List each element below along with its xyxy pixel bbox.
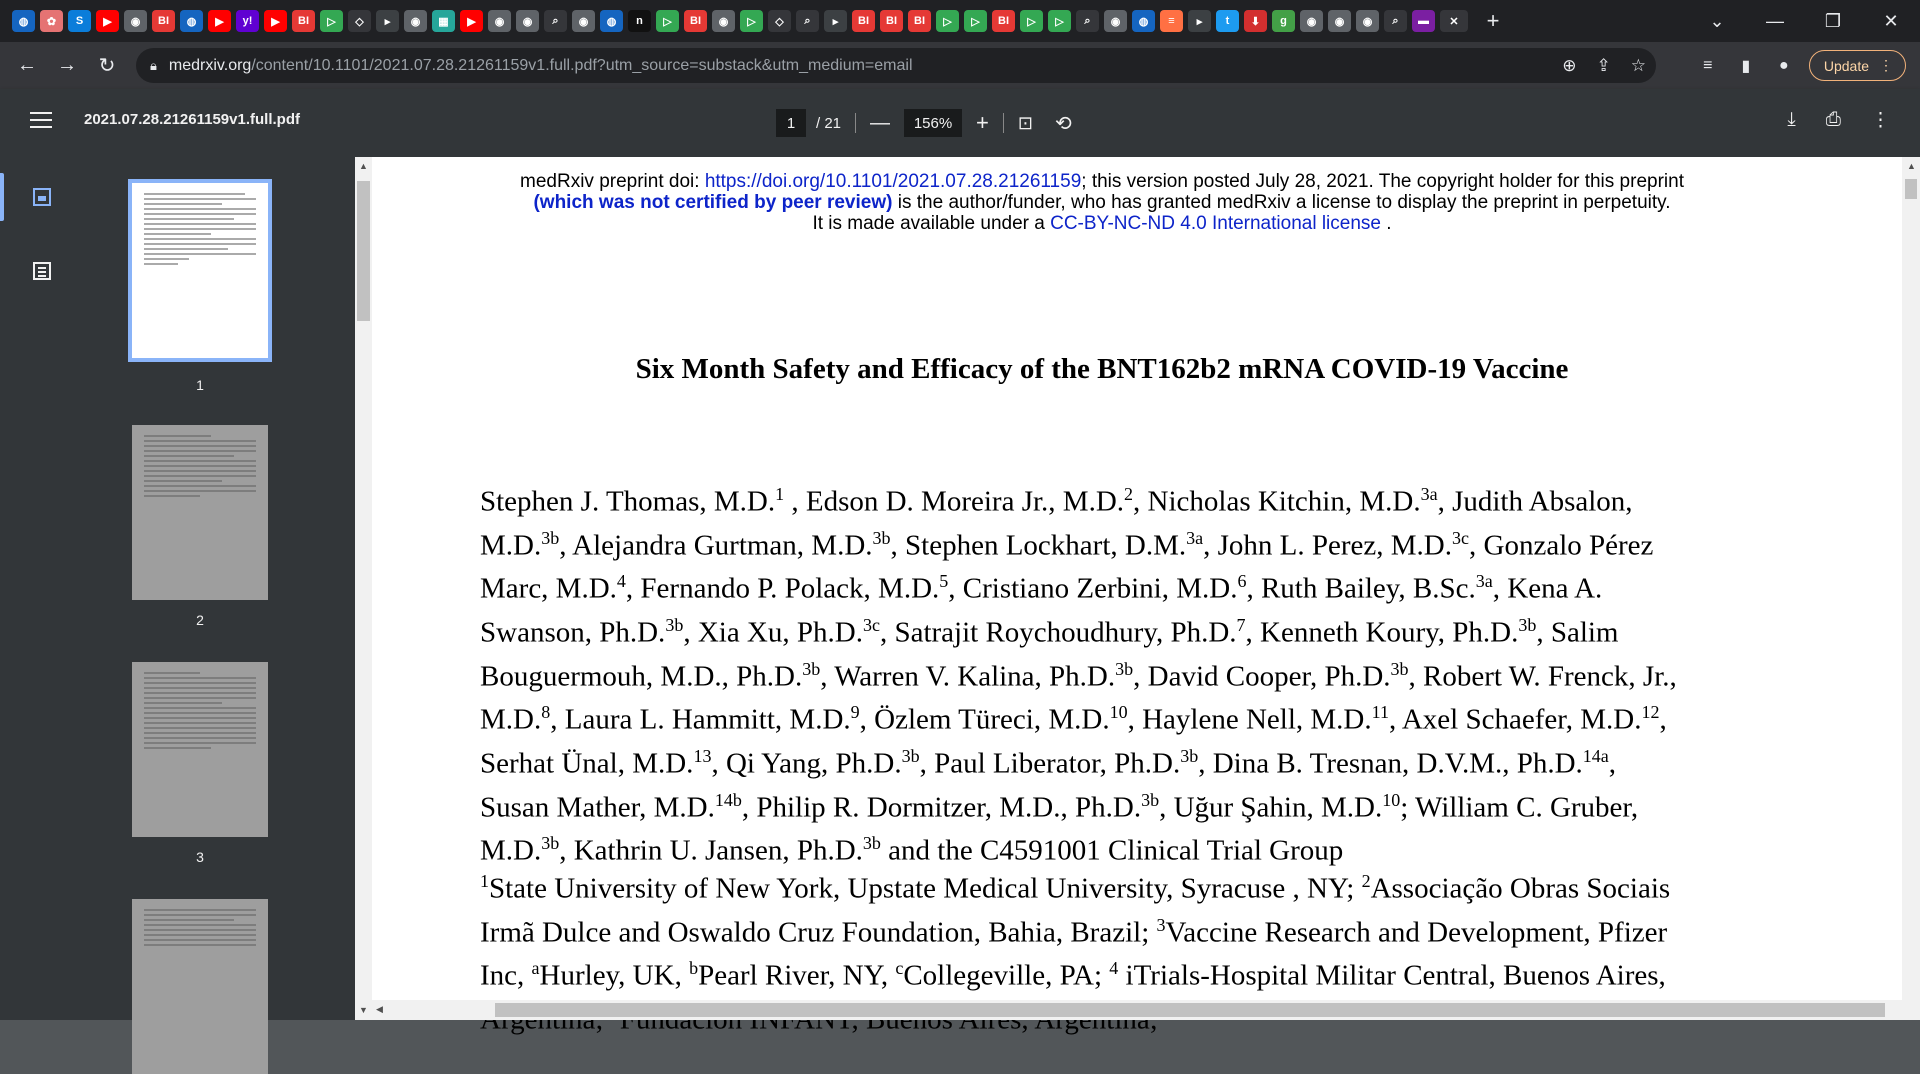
author-affiliation-marker: 14a bbox=[1582, 745, 1609, 766]
lock-icon: 🔒︎ bbox=[150, 57, 157, 73]
affiliation-marker: 4 bbox=[1109, 958, 1119, 979]
author-affiliation-marker: 2 bbox=[1124, 484, 1134, 504]
affiliation-marker: a bbox=[531, 958, 540, 979]
author-affiliation-marker: 3b bbox=[862, 833, 881, 854]
author-name: , Dina B. Tresnan, D.V.M., Ph.D. bbox=[1198, 747, 1583, 780]
affiliation-text: iTrials-Hospital Militar Central, Buenos Aires, bbox=[1125, 959, 1666, 992]
author-affiliation-marker: 3b bbox=[1518, 614, 1537, 635]
author-name: and the C4591001 Clinical Trial Group bbox=[880, 834, 1344, 867]
chromium-icon[interactable]: ◉ bbox=[1104, 10, 1127, 32]
author-affiliation-marker: 9 bbox=[850, 702, 860, 723]
author-affiliation-marker: 3b bbox=[901, 745, 920, 766]
page-thumbnail[interactable] bbox=[132, 425, 268, 600]
g-icon[interactable]: g bbox=[1272, 10, 1295, 32]
author-name: , Salim Bouguermouh, M.D., Ph.D. bbox=[480, 616, 1619, 693]
author-affiliation-marker: 12 bbox=[1641, 702, 1660, 723]
tab-search-icon[interactable]: ⌄ bbox=[1709, 10, 1725, 31]
horizontal-scrollbar[interactable]: ◀ bbox=[372, 1000, 1902, 1020]
affiliation-text: Hurley, UK, bbox=[539, 959, 690, 992]
more-menu-icon: ⋮ bbox=[1879, 57, 1893, 73]
youtube-icon[interactable]: ▶ bbox=[96, 10, 119, 32]
zoom-in-button[interactable]: + bbox=[976, 110, 989, 135]
play-icon[interactable]: ▷ bbox=[936, 10, 959, 32]
chromium-icon[interactable]: ◉ bbox=[516, 10, 539, 32]
twitter-icon[interactable]: t bbox=[1216, 10, 1239, 32]
profile-icon[interactable]: ● bbox=[1779, 56, 1789, 74]
search-icon[interactable]: ⌕ bbox=[1384, 10, 1407, 32]
paper-title: Six Month Safety and Efficacy of the BNT162b2 mRNA COVID-19 Vaccine bbox=[635, 353, 1569, 385]
page-scrollbar[interactable]: ▲ bbox=[1902, 157, 1920, 1020]
yahoo-icon[interactable]: y! bbox=[236, 10, 259, 32]
play-icon[interactable]: ▷ bbox=[1048, 10, 1071, 32]
window-controls bbox=[1688, 0, 1920, 42]
author-name: , Gonzalo Pérez Marc, M.D. bbox=[480, 529, 1654, 605]
author-name: , Paul Liberator, Ph.D. bbox=[919, 747, 1181, 780]
globe-icon[interactable]: ◍ bbox=[12, 10, 35, 32]
back-button[interactable]: ← bbox=[17, 54, 37, 76]
author-affiliation-marker: 3c bbox=[862, 614, 880, 635]
author-name: , Axel Schaefer, M.D. bbox=[1388, 703, 1642, 736]
thumbnail-label: 2 bbox=[196, 612, 204, 628]
author-affiliation-marker: 3b bbox=[872, 527, 891, 548]
affiliation-marker: 2 bbox=[1361, 871, 1371, 891]
page-total: / 21 bbox=[816, 114, 842, 132]
tile-icon[interactable]: ▦ bbox=[432, 10, 455, 32]
url-text: medrxiv.org/content/10.1101/2021.07.28.21261159v1.full.pdf?utm_source=substack&utm_medium=email bbox=[168, 56, 913, 74]
shield-icon[interactable]: ◇ bbox=[348, 10, 371, 32]
thumbnails-view-icon[interactable] bbox=[28, 183, 56, 211]
bi-icon[interactable]: BI bbox=[880, 10, 903, 32]
update-button[interactable]: Update ⋮ bbox=[1809, 50, 1906, 81]
author-list bbox=[480, 476, 1680, 869]
youtube-icon[interactable]: ▶ bbox=[208, 10, 231, 32]
affiliation-marker: b bbox=[689, 958, 699, 979]
browser-toolbar bbox=[0, 42, 1920, 89]
more-options-icon[interactable]: ⋮ bbox=[1871, 110, 1890, 131]
affiliation-marker: 3 bbox=[1156, 914, 1166, 935]
doi-link[interactable]: https://doi.org/10.1101/2021.07.28.21261159 bbox=[704, 171, 1082, 192]
author-name: , Cristiano Zerbini, M.D. bbox=[948, 572, 1238, 605]
author-affiliation-marker: 3b bbox=[665, 614, 684, 635]
page-thumbnail[interactable] bbox=[132, 662, 268, 837]
author-affiliation-marker: 3b bbox=[1390, 658, 1409, 679]
fit-page-icon[interactable]: ⊡ bbox=[1017, 112, 1033, 133]
zoom-out-button[interactable]: — bbox=[870, 111, 891, 134]
author-name: , Philip R. Dormitzer, M.D., Ph.D. bbox=[741, 791, 1142, 824]
author-affiliation-marker: 3b bbox=[541, 527, 560, 548]
author-name: , Haylene Nell, M.D. bbox=[1127, 703, 1372, 736]
pdf-filename: 2021.07.28.21261159v1.full.pdf bbox=[84, 111, 300, 128]
author-affiliation-marker: 7 bbox=[1236, 614, 1246, 635]
affiliation-marker: 1 bbox=[480, 871, 489, 891]
youtube-icon[interactable]: ▶ bbox=[264, 10, 287, 32]
globe-icon[interactable]: ◍ bbox=[1132, 10, 1155, 32]
author-affiliation-marker: 3a bbox=[1420, 484, 1438, 504]
bi-icon[interactable]: BI bbox=[152, 10, 175, 32]
author-name: Stephen J. Thomas, M.D. bbox=[480, 485, 776, 518]
author-affiliation-marker: 1 bbox=[775, 484, 785, 504]
author-name: , Özlem Türeci, M.D. bbox=[859, 703, 1110, 736]
media-icon[interactable]: ▸ bbox=[1188, 10, 1211, 32]
author-name: , Fernando P. Polack, M.D. bbox=[625, 572, 940, 605]
minimize-button[interactable]: — bbox=[1766, 10, 1784, 31]
play-icon[interactable]: ▷ bbox=[656, 10, 679, 32]
author-affiliation-marker: 3b bbox=[802, 658, 821, 679]
author-affiliation-marker: 4 bbox=[616, 571, 626, 592]
media-control-icon[interactable]: ≡ bbox=[1703, 56, 1713, 74]
affiliation-marker: c bbox=[895, 958, 904, 979]
author-name: ; William C. Gruber, M.D. bbox=[480, 791, 1639, 867]
author-name: , Nicholas Kitchin, M.D. bbox=[1133, 485, 1421, 518]
zoom-level-input[interactable]: 156% bbox=[904, 109, 962, 137]
author-name: , Warren V. Kalina, Ph.D. bbox=[820, 660, 1116, 693]
forward-button[interactable]: → bbox=[57, 54, 77, 76]
author-name: , Satrajit Roychoudhury, Ph.D. bbox=[879, 616, 1237, 649]
author-name: , Qi Yang, Ph.D. bbox=[711, 747, 902, 780]
author-name: , Kena A. Swanson, Ph.D. bbox=[480, 572, 1603, 649]
chromium-icon[interactable]: ◉ bbox=[1300, 10, 1323, 32]
author-affiliation-marker: 5 bbox=[939, 571, 949, 592]
close-tab-icon[interactable]: ✕ bbox=[1440, 10, 1468, 32]
shield-icon[interactable]: ◇ bbox=[768, 10, 791, 32]
tab-list bbox=[12, 10, 1473, 32]
page-number-input[interactable]: 1 bbox=[776, 109, 806, 137]
rotate-icon[interactable]: ⟲ bbox=[1054, 112, 1072, 135]
pinwheel-icon[interactable]: ✿ bbox=[40, 10, 63, 32]
n-icon[interactable]: n bbox=[628, 10, 651, 32]
share-icon[interactable]: ⇪ bbox=[1596, 55, 1611, 75]
author-affiliation-marker: 14b bbox=[714, 789, 742, 810]
chromium-icon[interactable]: ◉ bbox=[404, 10, 427, 32]
reload-button[interactable]: ↻ bbox=[98, 55, 116, 77]
play-icon[interactable]: ▷ bbox=[740, 10, 763, 32]
search-icon[interactable]: ⌕ bbox=[544, 10, 567, 32]
author-name: , John L. Perez, M.D. bbox=[1203, 529, 1453, 562]
author-affiliation-marker: 3c bbox=[1452, 527, 1470, 548]
author-affiliation-marker: 3b bbox=[1180, 745, 1199, 766]
author-name: , Ruth Bailey, B.Sc. bbox=[1246, 572, 1476, 605]
author-affiliation-marker: 6 bbox=[1237, 571, 1247, 592]
author-affiliation-marker: 3b bbox=[541, 833, 560, 854]
bi-icon[interactable]: BI bbox=[852, 10, 875, 32]
tab-strip bbox=[0, 0, 1920, 42]
affiliation-text: Collegeville, PA; bbox=[903, 959, 1110, 992]
youtube-icon[interactable]: ▶ bbox=[460, 10, 483, 32]
author-affiliation-marker: 3a bbox=[1475, 571, 1493, 592]
author-affiliation-marker: 11 bbox=[1371, 702, 1389, 723]
media-icon[interactable]: ▸ bbox=[376, 10, 399, 32]
bookmark-icon[interactable]: ⬇ bbox=[1244, 10, 1267, 32]
search-icon[interactable]: ⌕ bbox=[796, 10, 819, 32]
author-name: , Uğur Şahin, M.D. bbox=[1159, 791, 1383, 824]
menu-icon[interactable] bbox=[30, 112, 52, 130]
sidebar-scrollbar[interactable]: ▲ ▼ bbox=[355, 157, 372, 1020]
affiliation-text: Pearl River, NY, bbox=[698, 959, 896, 992]
news-icon[interactable]: ≡ bbox=[1160, 10, 1183, 32]
play-icon[interactable]: ▷ bbox=[1020, 10, 1043, 32]
thumbnail-label: 3 bbox=[196, 849, 204, 865]
chromium-icon[interactable]: ◉ bbox=[488, 10, 511, 32]
chromium-icon[interactable]: ◉ bbox=[1356, 10, 1379, 32]
bi-icon[interactable]: BI bbox=[292, 10, 315, 32]
bi-icon[interactable]: BI bbox=[992, 10, 1015, 32]
author-affiliation-marker: 3a bbox=[1186, 527, 1204, 548]
bi-icon[interactable]: BI bbox=[908, 10, 931, 32]
preprint-notice: medRxiv preprint doi: https://doi.org/10.1101/2021.07.28.21261159; this version posted July 28, 2021. The copyright holder for this preprint (which was not certified by peer review) is the author/funder, who has granted medRxiv a license to display the preprint in perpetuity. It is made available under a CC-BY-NC-ND 4.0 International license . bbox=[520, 171, 1684, 234]
search-icon[interactable]: ⌕ bbox=[1076, 10, 1099, 32]
stat-icon[interactable]: S bbox=[68, 10, 91, 32]
affiliation-text: Vaccine Research and Development, Pfizer Inc, bbox=[480, 916, 1668, 992]
sidebar-rail bbox=[0, 157, 84, 1020]
play-icon[interactable]: ▷ bbox=[964, 10, 987, 32]
pdf-icon[interactable]: ▬ bbox=[1412, 10, 1435, 32]
side-panel-icon[interactable]: ▮ bbox=[1741, 57, 1751, 75]
author-affiliation-marker: 10 bbox=[1109, 702, 1128, 723]
author-name: , Susan Mather, M.D. bbox=[480, 747, 1617, 824]
close-window-button[interactable]: ✕ bbox=[1883, 10, 1899, 31]
author-name: , Kathrin U. Jansen, Ph.D. bbox=[559, 834, 863, 867]
license-link[interactable]: CC-BY-NC-ND 4.0 International license bbox=[1050, 213, 1381, 234]
author-affiliation-marker: 10 bbox=[1382, 789, 1401, 810]
pdf-page bbox=[372, 157, 1902, 1000]
chromium-icon[interactable]: ◉ bbox=[1328, 10, 1351, 32]
author-name: , Edson D. Moreira Jr., M.D. bbox=[784, 485, 1125, 518]
page-controls bbox=[776, 106, 1072, 140]
zoom-icon[interactable]: ⊕ bbox=[1562, 55, 1577, 75]
thumbnail-label: 1 bbox=[196, 377, 204, 393]
globe-icon[interactable]: ◍ bbox=[180, 10, 203, 32]
play-icon[interactable]: ▷ bbox=[320, 10, 343, 32]
author-name: , Kenneth Koury, Ph.D. bbox=[1245, 616, 1519, 649]
peer-review-notice: (which was not certified by peer review) bbox=[533, 192, 893, 213]
chromium-icon[interactable]: ◉ bbox=[124, 10, 147, 32]
author-affiliation-marker: 8 bbox=[541, 702, 551, 723]
chromium-icon[interactable]: ◉ bbox=[712, 10, 735, 32]
thumbnail-sidebar bbox=[0, 157, 355, 1020]
print-icon[interactable]: ⎙ bbox=[1825, 109, 1841, 130]
page-thumbnail[interactable] bbox=[132, 899, 268, 1074]
affiliation-text: Associação Obras Sociais Irmã Dulce and Oswaldo Cruz Foundation, Bahia, Brazil; bbox=[480, 872, 1671, 949]
download-icon[interactable]: ⤓ bbox=[1787, 109, 1796, 130]
bi-icon[interactable]: BI bbox=[684, 10, 707, 32]
author-affiliation-marker: 3b bbox=[1115, 658, 1134, 679]
page-thumbnail[interactable] bbox=[132, 183, 268, 358]
affiliation-text: State University of New York, Upstate Medical University, Syracuse , NY; bbox=[489, 872, 1362, 905]
author-affiliation-marker: 3b bbox=[1141, 789, 1160, 810]
author-affiliation-marker: 13 bbox=[693, 745, 712, 766]
globe-icon[interactable]: ◍ bbox=[600, 10, 623, 32]
author-name: , Robert W. Frenck, Jr., M.D. bbox=[480, 660, 1677, 736]
author-name: , David Cooper, Ph.D. bbox=[1133, 660, 1391, 693]
new-tab-button[interactable]: + bbox=[1486, 8, 1500, 33]
maximize-button[interactable]: ❐ bbox=[1824, 10, 1842, 31]
outline-view-icon[interactable] bbox=[28, 257, 56, 285]
star-icon[interactable]: ☆ bbox=[1630, 55, 1646, 75]
author-name: , Stephen Lockhart, D.M. bbox=[890, 529, 1187, 562]
author-name: , Laura L. Hammitt, M.D. bbox=[550, 703, 851, 736]
media-icon[interactable]: ▸ bbox=[824, 10, 847, 32]
document-viewer bbox=[355, 157, 1920, 1020]
pdf-toolbar bbox=[0, 89, 1920, 157]
chromium-icon[interactable]: ◉ bbox=[572, 10, 595, 32]
author-name: , Alejandra Gurtman, M.D. bbox=[559, 529, 873, 562]
author-name: , Judith Absalon, M.D. bbox=[480, 485, 1633, 562]
author-name: , Xia Xu, Ph.D. bbox=[683, 616, 863, 649]
address-bar[interactable] bbox=[136, 48, 1656, 83]
author-name: , Serhat Ünal, M.D. bbox=[480, 703, 1667, 780]
